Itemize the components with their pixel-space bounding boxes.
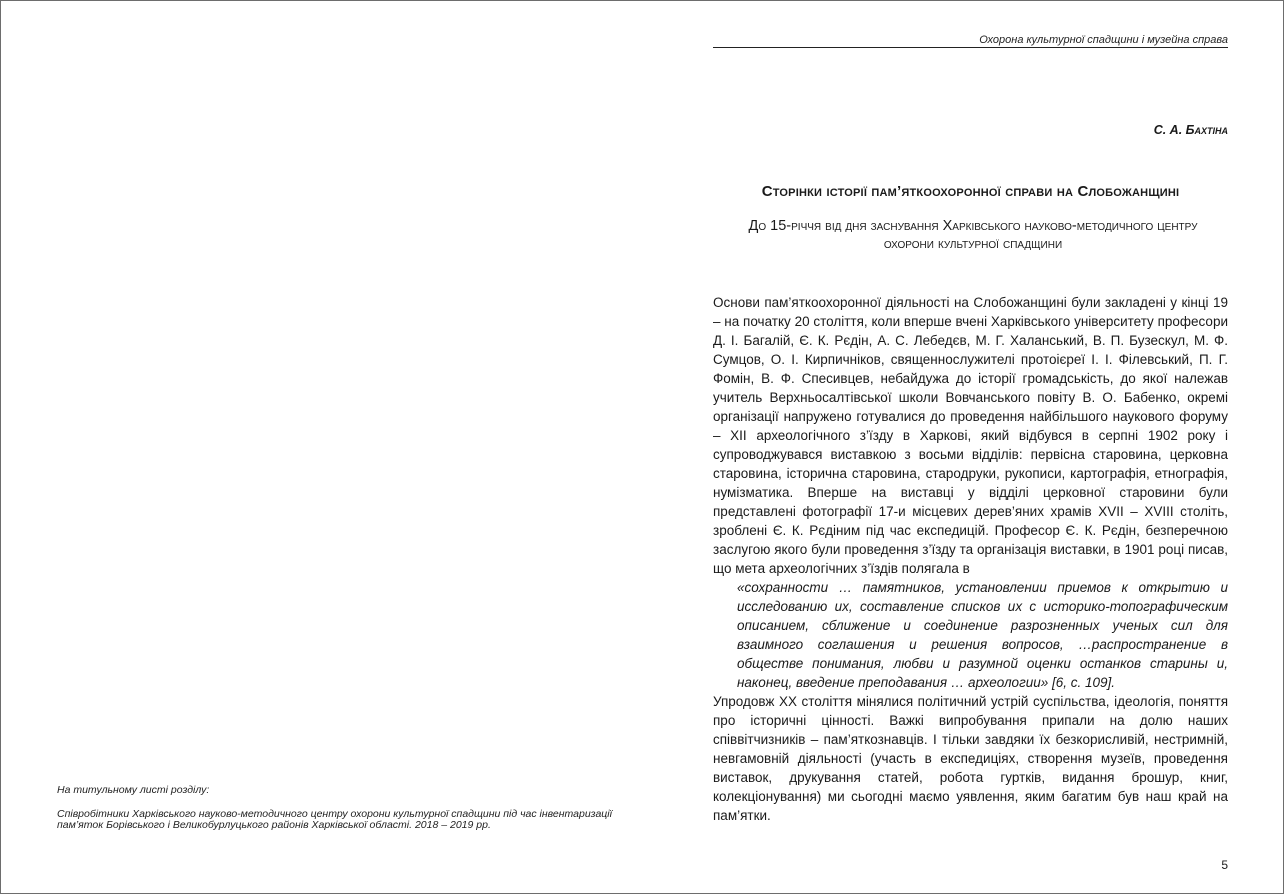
article-body [713,293,1228,825]
article-title: Сторінки історії пам’яткоохоронної справи на Слобожанщині [761,183,1180,200]
running-head: Охорона культурної спадщини і музейна справа [979,34,1228,46]
caption-title: На титульному листі розділу: [57,784,210,796]
paragraph-1: Основи пам’яткоохоронної діяльності на Слобожанщині були закладені у кінці 19 – на початку 20 століття, коли вперше вчені Харківського університету професори Д. І. Багалій, Є. К. Рєдін, А. С. Лебедєв, М. Г. Халанський, В. П. Бузескул, М. Ф. Сумцов, О. І. Кирпичніков, священнослужителі протоієреї І. І. Філевський, П. Г. Фомін, В. Ф. Спесивцев, небайдужа до історії громадськість, до якої належав учитель Верхньосалтівської школи Вовчанського повіту В. О. Бабенко, окремі організації напружено готувалися до проведення найбільшого наукового форуму – XII археологічного з’їзду в Харкові, який відбувся в серпні 1902 року і супроводжувався виставкою з восьми відділів: первісна старовина, церковна старовина, історична старовина, стародруки, рукописи, картографія, етнографія, нумізматика. Вперше на виставці у відділі церковної старовини були представлені фотографії 17-и місцевих дерев’яних храмів XVII – XVIII століть, зроблені Є. К. Рєдіним під час експедицій. Професор Є. К. Рєдін, безперечною заслугою якого були проведення з’їзду та організація виставки, в 1901 році писав, що мета археологічних з’їздів полягала в [713,295,1228,576]
header-rule [713,47,1228,48]
article-subtitle: До 15-річчя від дня заснування Харківського науково-методичного центру охорони культурної спадщини [748,218,1198,252]
right-page [642,1,1283,893]
paragraph-2: Упродовж XX століття мінялися політичний устрій суспільства, ідеологія, поняття про історичні цінності. Важкі випробування припали на долю наших співвітчизників – пам’яткознавців. І тільки завдяки їх безкорисливій, нестримній, невгамовній діяльності (участь в експедиціях, створення музеїв, проведення виставок, друкування статей, робота гуртків, видання брошур, книг, колекціонування) ми сьогодні маємо уявлення, яким багатим був наш край на пам’ятки. [713,694,1228,823]
caption-body: Співробітники Харківського науково-методичного центру охорони культурної спадщини під час інвентаризації пам’яток Борівського і Великобурлуцького районів Харківської області. 2018 – 2019 рр. [57,807,612,831]
quotation: «сохранности … памятников, установлении приемов к открытию и исследованию их, составление списков их с историко-топографическим описанием, сближение и соединение разрозненных ученых сил для взаимного соглашения и решения вопросов, …распространение в обществе понимания, любви и разумной оценки останков старины и, наконец, введение преподавания … археологии» [6, с. 109]. [737,580,1228,690]
left-page [1,1,642,893]
page-number: 5 [1221,858,1228,872]
photo-caption [57,785,627,832]
author-name: С. А. Бахтіна [1153,123,1228,137]
